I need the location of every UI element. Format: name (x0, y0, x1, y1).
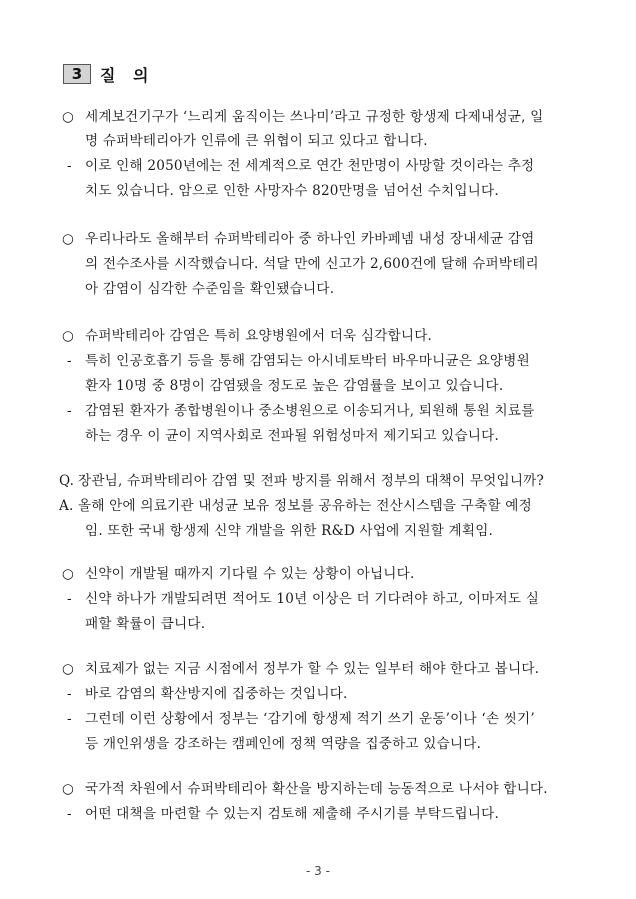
dash-marker: - (67, 686, 72, 702)
dash-marker: - (67, 403, 72, 419)
dash-marker: - (67, 353, 72, 369)
question-label: Q. (59, 473, 75, 489)
section-header (63, 63, 154, 85)
circle-bullet-icon: ○ (62, 109, 75, 125)
circle-bullet-icon: ○ (62, 661, 75, 677)
dash-marker: - (67, 806, 72, 822)
circle-bullet-icon: ○ (62, 328, 75, 344)
circle-bullet-icon: ○ (62, 781, 75, 797)
section-title: 질 의 (100, 65, 155, 85)
answer-label: A. (59, 498, 74, 514)
circle-bullet-icon: ○ (62, 566, 75, 582)
dash-marker: - (67, 591, 72, 607)
document-page: 3 질 의 ○ 세계보건기구가 ‘느리게 움직이는 쓰나미’라고 규정한 항생제 다제내성균, 일 명 슈퍼박테리아가 인류에 큰 위협이 되고 있다고 합니다. - 이로 인해 2050년에는 전 세계적으로 연간 천만명이 사망할 것이라는 추정 치도 있습니다. 암으로 인한 사망자수 820만명을 넘어선 수치입니다. ○ 우리나라도 올해부터 슈퍼박테리아 중 하나인 카바페넴 내성 장내세균 감염 의 전수조사를 시작했습니다. 석달 만에 신고가 2,600건에 달해 슈퍼박테리 아 감염이 심각한 수준임을 확인됐습니다. ○ 슈퍼박테리아 감염은 특히 요양병원에서 더욱 심각합니다. - 특히 인공호흡기 등을 통해 감염되는 아시네토박터 바우마니균은 요양병원 환자 10명 중 8명이 감염됐을 정도로 높은 감염률을 보이고 있습니다. - 감염된 환자가 종합병원이나 중소병원으로 이송되거나, 퇴원해 통원 치료를 하는 경우 이 균이 지역사회로 전파될 위험성마저 제기되고 있습니다. Q. 장관님, 슈퍼박테리아 감염 및 전파 방지를 위해서 정부의 대책이 무엇입니까? A. 올해 안에 의료기관 내성균 보유 정보를 공유하는 전산시스템을 구축할 예정 임. 또한 국내 항생제 신약 개발을 위한 R&D 사업에 지원할 계획임. ○ 신약이 개발될 때까지 기다릴 수 있는 상황이 아닙니다. - 신약 하나가 개발되려면 적어도 10년 이상은 더 기다려야 하고, 이마저도 실 패할 확률이 큽니다. ○ 치료제가 없는 지금 시점에서 정부가 할 수 있는 일부터 해야 한다고 봅니다. - 바로 감염의 확산방지에 집중하는 것입니다. - 그런데 이런 상황에서 정부는 ‘감기에 항생제 적기 쓰기 운동’이나 ‘손 씻기’ 등 개인위생을 강조하는 캠페인에 정책 역량을 집중하고 있습니다. ○ 국가적 차원에서 슈퍼박테리아 확산을 방지하는데 능동적으로 나서야 합니다. - 어떤 대책을 마련할 수 있는지 검토해 제출해 주시기를 부탁드립니다. - 3 - (0, 0, 636, 899)
page-number: - 3 - (306, 864, 330, 878)
section-number-box: 3 (63, 64, 91, 84)
dash-marker: - (67, 711, 72, 727)
dash-marker: - (67, 158, 72, 174)
circle-bullet-icon: ○ (62, 231, 75, 247)
